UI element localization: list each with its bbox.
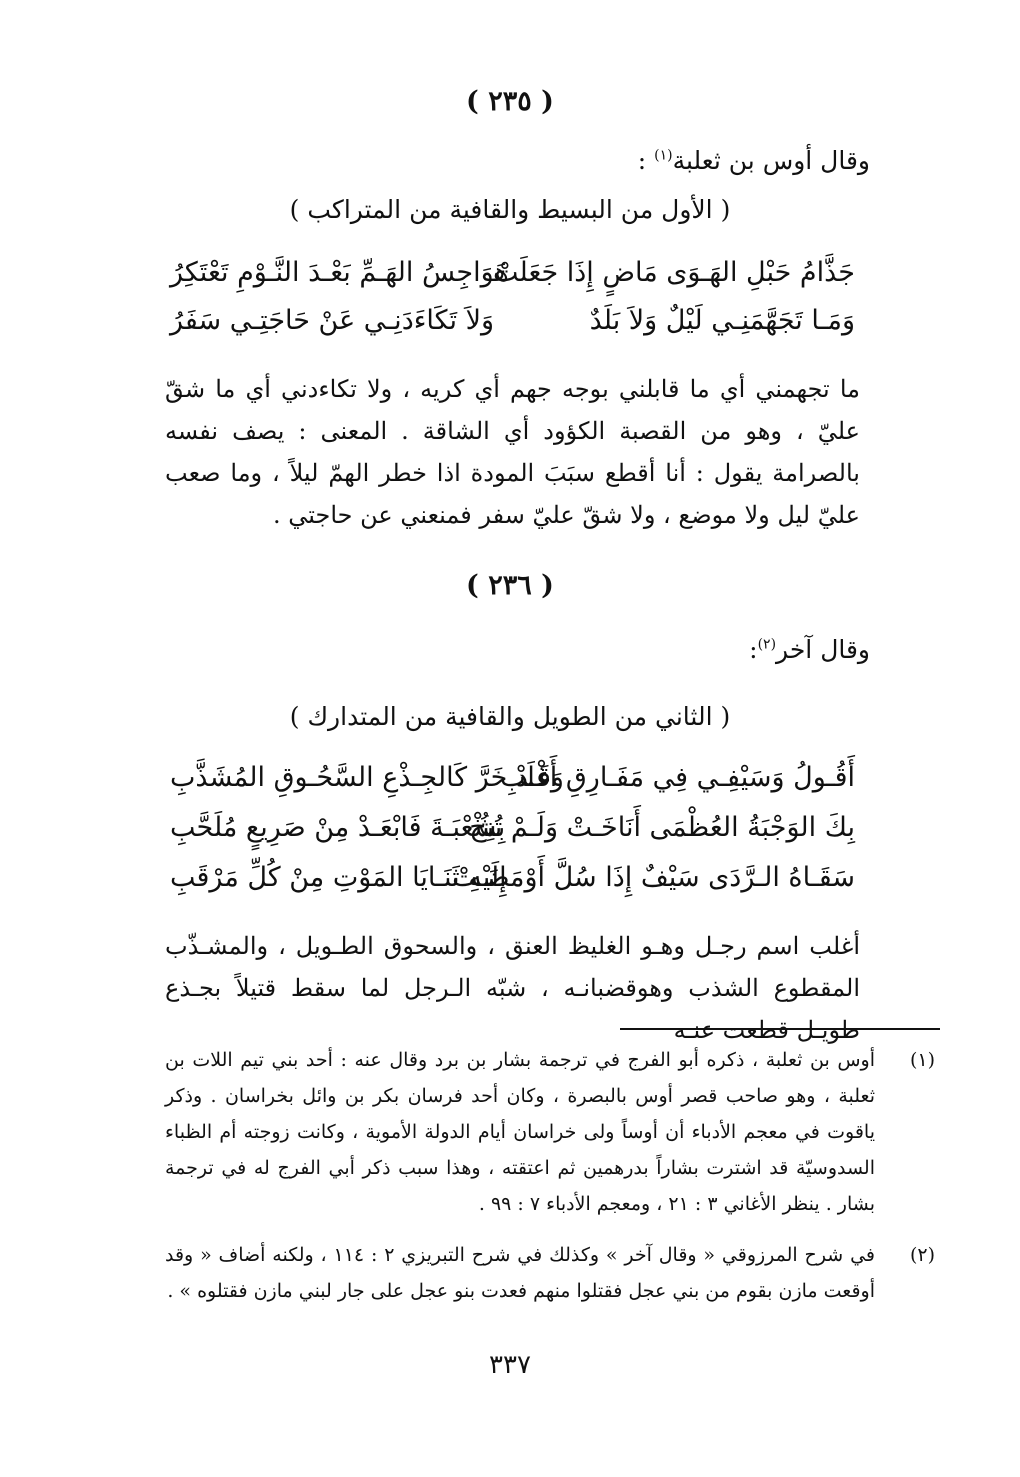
footnote-ref[interactable]: (٢) bbox=[757, 636, 777, 653]
meter-heading: ( الثاني من الطويل والقافية من المتدارك ) bbox=[289, 702, 731, 731]
footnote-text: أوس بن ثعلبة ، ذكره أبو الفرج في ترجمة بشار بن برد وقال عنه : أحد بني تيم اللات بن ثعلبة ، وهو صاحب قصر أوس بالبصرة ، وكان أحد فرسان بكر بن وائل بخراسان . وذكر ياقوت في معجم الأدباء أن أوساً ولى خراسان أيام الدولة الأموية ، وكانت زوجته أم الظباء السدوسيّة قد اشترت بشاراً بدرهمين ثم اعتقته ، وهذا سبب ذكر أبي الفرج له في ترجمة بشار . ينظر الأغاني ٣ : ٢١ ، ومعجم الأدباء ٧ : ٩٩ . bbox=[165, 1049, 875, 1215]
poem-intro bbox=[638, 146, 870, 175]
verse-line bbox=[170, 862, 855, 902]
first-hemistich: سَقَـاهُ الـرَّدَى سَيْفٌ إِذَا سُلَّ أَوْمَضَـتْ bbox=[452, 862, 855, 893]
first-hemistich: جَذَّامُ حَبْلِ الهَـوَى مَاضٍ إِذَا جَعَلَتْ bbox=[493, 257, 855, 288]
commentary: ما تجهمني أي ما قابلني بوجه جهم أي كريه ، ولا تكاءدني أي ما شقّ عليّ ، وهو من القصبة الكؤود أي الشاقة . المعنى : يصف نفسه بالصرامة يقول : أنا أقطع سبَبَ المودة اذا خطر الهمّ ليلاً ، وما صعب عليّ ليل ولا موضع ، ولا شقّ عليّ سفر فمنعني عن حاجتي . bbox=[165, 375, 860, 529]
footnote-text: في شرح المرزوقي « وقال آخر » وكذلك في شرح التبريزي ٢ : ١١٤ ، ولكنه أضاف « وقد أوقعت مازن بقوم من بني عجل فقتلوا منهم فعدت بنو عجل على جار لبني مازن فقتلوه » . bbox=[165, 1244, 875, 1302]
footnote-separator bbox=[620, 1028, 940, 1030]
second-hemistich: هَوَاجِسُ الهَـمِّ بَعْـدَ النَّـوْمِ تَعْتَكِرُ bbox=[170, 257, 509, 288]
meter-heading: ( الأول من البسيط والقافية من المتراكب ) bbox=[289, 195, 731, 224]
second-hemistich: وَقَـدْ خَرَّ كَالجِـذْعِ السَّحُـوقِ المُشَذَّبِ bbox=[170, 762, 564, 793]
intro-text: وقال آخر bbox=[776, 635, 870, 664]
verse-line bbox=[170, 812, 855, 852]
footnote-ref[interactable]: (١) bbox=[654, 147, 673, 164]
second-hemistich: بِشُعْبَـةَ فَابْعَـدْ مِنْ صَرِيعٍ مُلَحَّبِ bbox=[170, 812, 506, 843]
footnote-mark: (١) bbox=[909, 1049, 935, 1071]
page-number: ٣٣٧ bbox=[489, 1350, 531, 1380]
intro-text: وقال أوس بن ثعلبة bbox=[672, 146, 870, 175]
verse-line bbox=[170, 305, 855, 345]
footnote-mark: (٢) bbox=[909, 1244, 935, 1266]
intro-tail: : bbox=[637, 146, 655, 175]
poem-number: ( ٢٣٥ ) bbox=[466, 86, 554, 117]
second-hemistich: إِلَيْهِ ثَنَـايَا المَوْتِ مِنْ كُلِّ مَرْقَبِ bbox=[170, 862, 507, 893]
first-hemistich: بِكَ الوَجْبَةُ العُظْمَى أَنَاخَـتْ وَلَـمْ تُنِخْ bbox=[469, 812, 855, 843]
poem-intro bbox=[749, 635, 870, 664]
verse-line bbox=[170, 257, 855, 297]
second-hemistich: وَلاَ تَكَاءَدَنِـي عَنْ حَاجَتِـي سَفَرُ bbox=[170, 305, 495, 336]
commentary: أغلب اسم رجـل وهـو الغليظ العنق ، والسحوق الطـويل ، والمشـذّب المقطوع الشذب وهوقضبانـه ، شبّه الـرجل لما سقط قتيلاً بجـذع طويـل قطعت عنـه bbox=[165, 932, 861, 1044]
poem-number: ( ٢٣٦ ) bbox=[466, 570, 554, 601]
intro-tail: : bbox=[749, 635, 758, 664]
verse-line bbox=[170, 762, 855, 802]
first-hemistich: وَمَـا تَجَهَّمَنِـي لَيْلٌ وَلاَ بَلَدٌ bbox=[589, 305, 855, 336]
first-hemistich: أَقُـولُ وَسَيْفِـي فِي مَفَـارِقِ أَغْلَبِ bbox=[500, 762, 855, 793]
footnote bbox=[165, 1042, 935, 1222]
footnote bbox=[165, 1237, 935, 1309]
